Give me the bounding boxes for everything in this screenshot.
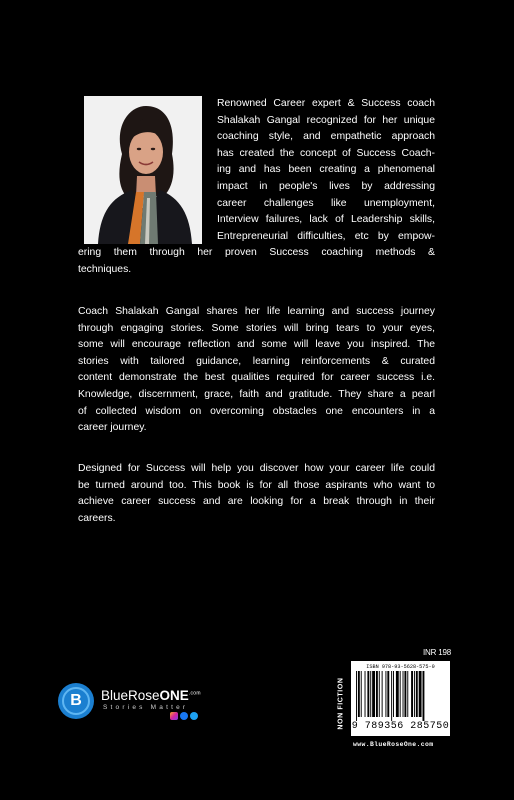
twitter-icon [190, 712, 198, 720]
paragraph-line: be turned around too. This book is for all those aspirants who want to [78, 479, 435, 491]
intro-line: Shalakah Gangal recognized for her unique [217, 114, 435, 126]
barcode-bar [379, 671, 380, 717]
paragraph-line: Coach Shalakah Gangal shares her life learning and success journey [78, 306, 435, 317]
intro-line: impact in people's lives by addressing [217, 180, 435, 192]
paragraph-line: achieve career success and are looking for a break through in their [78, 496, 435, 508]
intro-text-side [217, 96, 435, 245]
paragraph-stories [78, 304, 435, 437]
publisher-name [101, 688, 201, 703]
barcode-bar [372, 671, 375, 717]
paragraph-line: career journey. [78, 422, 147, 434]
intro-line: has created the concept of Success Coach- [217, 147, 435, 159]
publisher-name-part2: ONE [159, 688, 189, 703]
paragraph-line: through engaging stories. Some stories will bring tears to your eyes, [78, 322, 435, 334]
isbn-barcode [351, 661, 450, 736]
intro-line: ing and has been creating a phenomenal [217, 164, 435, 176]
intro-line: Renowned Career expert & Success coach [217, 98, 435, 109]
publisher-logo-letter: B [62, 687, 90, 715]
barcode-bar [407, 671, 408, 717]
barcode-bar [416, 671, 418, 717]
paragraph-line: stories with tailored guidance, learning reinforcements & curated [78, 355, 435, 367]
barcode-bar [419, 671, 422, 717]
publisher-logo-icon [58, 683, 94, 719]
paragraph-line: content demonstrate the best qualities required for career success i.e. [78, 372, 435, 384]
intro-line: career challenges like unemployment, [217, 197, 435, 209]
publisher-tagline: Stories Matter [103, 704, 189, 711]
publisher-name-part1: BlueRose [101, 688, 160, 703]
paragraph-line: careers. [78, 512, 116, 524]
barcode-bars-icon [356, 671, 445, 721]
intro-line: ering them through her proven Success coaching methods & [78, 247, 435, 258]
instagram-icon [170, 712, 178, 720]
barcode-bar [365, 671, 366, 717]
barcode-bar [400, 671, 401, 717]
barcode-bar [376, 671, 378, 717]
intro-line: coaching style, and empathetic approach [217, 131, 435, 143]
facebook-icon [180, 712, 188, 720]
barcode-bar [367, 671, 369, 717]
publisher-name-suffix: .com [188, 690, 201, 697]
intro-line: Interview failures, lack of Leadership skills, [217, 214, 435, 226]
paragraph-line: of collected wisdom on overcoming obstacles one encounters in a [78, 405, 435, 417]
intro-line: techniques. [78, 263, 132, 275]
barcode-bar [356, 671, 357, 721]
barcode-bar [414, 671, 415, 717]
barcode-bar [396, 671, 399, 717]
barcode-bar [387, 671, 389, 717]
barcode-bar [404, 671, 406, 717]
author-photo [84, 96, 202, 244]
barcode-bar [382, 671, 383, 717]
barcode-digits: 9 789356 285750 [351, 721, 450, 732]
paragraph-line: Designed for Success will help you discover how your career life could [78, 463, 435, 474]
barcode-bar [370, 671, 371, 717]
social-icons [170, 712, 198, 720]
price-label: INR 198 [423, 648, 451, 657]
intro-text-full [78, 245, 435, 278]
category-text: NON FICTION [337, 677, 345, 730]
barcode-bar [358, 671, 360, 717]
paragraph-line: Knowledge, discernment, grace, faith and gratitude. They share a pearl [78, 388, 435, 400]
paragraph-designed-for-success [78, 461, 435, 527]
barcode-bar [403, 671, 404, 717]
barcode-bar [391, 671, 392, 721]
paragraph-line: some will encourage reflection and some will leave you inspired. The [78, 339, 435, 351]
intro-line: Entrepreneurial difficulties, etc by empow- [217, 230, 435, 242]
barcode-bar [411, 671, 413, 717]
author-portrait-icon [84, 96, 202, 244]
barcode-bar [393, 671, 394, 717]
barcode-bar [423, 671, 425, 721]
barcode-bar [361, 671, 362, 717]
isbn-text: ISBN 978-93-5628-575-0 [366, 664, 435, 670]
barcode-bar [385, 671, 386, 717]
publisher-website: www.BlueRoseOne.com [353, 741, 434, 748]
